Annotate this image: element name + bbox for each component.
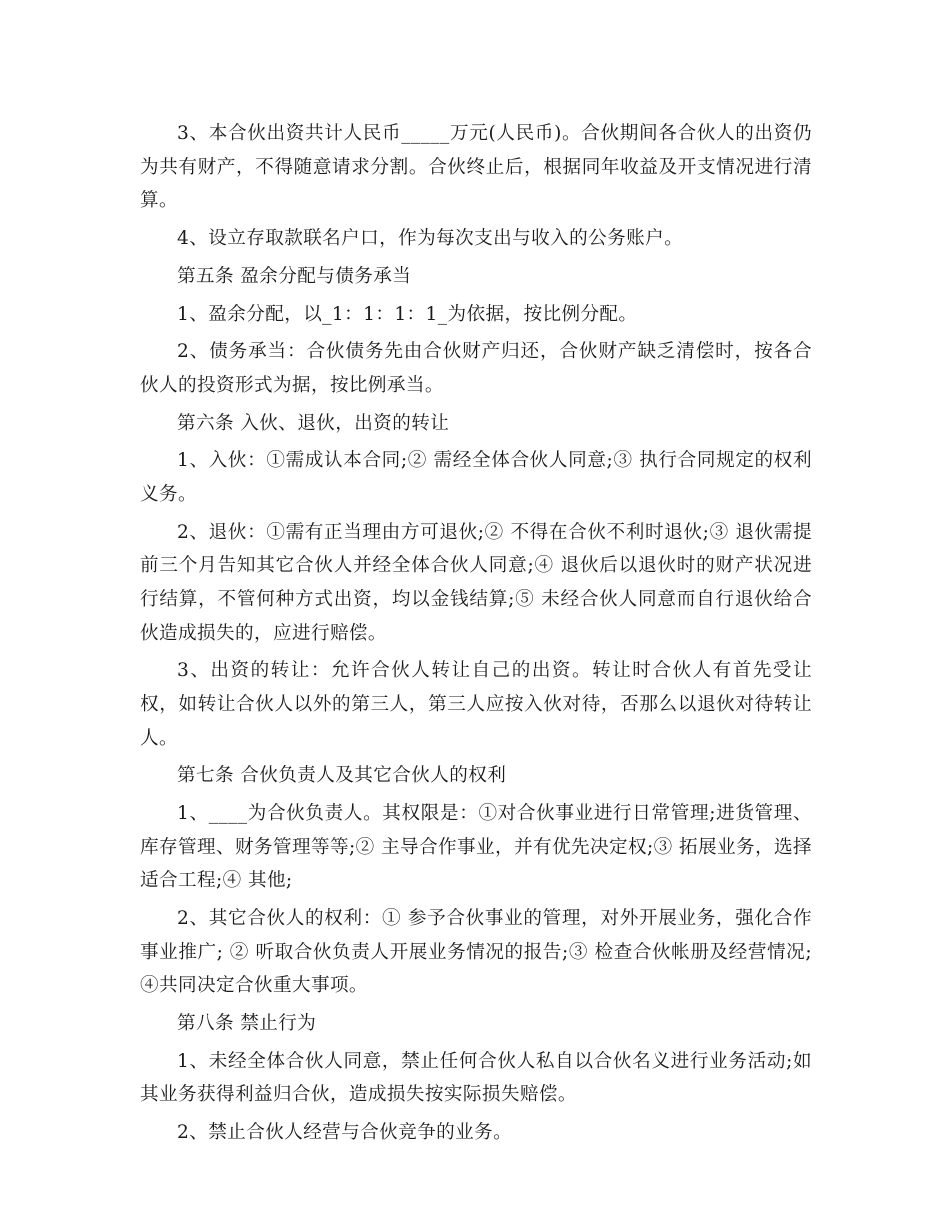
document-body [140,117,812,1154]
article-8-heading: 第八条 禁止行为 [177,1013,317,1035]
paragraph-responsible-partner: 1、____为合伙负责人。其权限是：①对合伙事业进行日常管理;进货管理、库存管理、财务管理等等;② 主导合作事业，并有优先决定权;③ 拓展业务，选择适合工程;④ 其他; [140,803,812,892]
paragraph-prohibited-competition: 2、禁止合伙人经营与合伙竞争的业务。 [177,1122,513,1144]
paragraph-other-partner-rights: 2、其它合伙人的权利：① 参予合伙事业的管理，对外开展业务，强化合作事业推广; ② 听取合伙负责人开展业务情况的报告;③ 检查合伙帐册及经营情况;④共同决定合伙重大事项。 [140,908,812,997]
paragraph-capital-contribution: 3、本合伙出资共计人民币_____万元(人民币)。合伙期间各合伙人的出资仍为共有财产，不得随意请求分割。合伙终止后，根据同年收益及开支情况进行清算。 [140,123,812,212]
article-7-heading: 第七条 合伙负责人及其它合伙人的权利 [177,765,507,787]
article-5-heading: 第五条 盈余分配与债务承当 [177,265,412,287]
paragraph-debt-bearing: 2、债务承当：合伙债务先由合伙财产归还，合伙财产缺乏清偿时，按各合伙人的投资形式为据，按比例承当。 [140,341,812,396]
paragraph-withdrawal: 2、退伙：①需有正当理由方可退伙;② 不得在合伙不利时退伙;③ 退伙需提前三个月告知其它合伙人并经全体合伙人同意;④ 退伙后以退伙时的财产状况进行结算，不管何种方式出资，均以金钱结算;⑤ 未经合伙人同意而自行退伙给合伙造成损失的，应进行赔偿。 [140,521,812,644]
article-6-heading: 第六条 入伙、退伙，出资的转让 [177,412,450,434]
paragraph-profit-distribution: 1、盈余分配，以_1：1：1：1_为依据，按比例分配。 [177,303,638,325]
paragraph-joining: 1、入伙：①需成认本合同;② 需经全体合伙人同意;③ 执行合同规定的权利义务。 [140,450,812,506]
paragraph-contribution-transfer: 3、出资的转让：允许合伙人转让自己的出资。转让时合伙人有首先受让权，如转让合伙人以外的第三人，第三人应按入伙对待，否那么以退伙对待转让人。 [140,660,812,749]
paragraph-joint-account: 4、设立存取款联名户口，作为每次支出与收入的公务账户。 [177,227,684,249]
paragraph-prohibited-private-business: 1、未经全体合伙人同意，禁止任何合伙人私自以合伙名义进行业务活动;如其业务获得利益归合伙，造成损失按实际损失赔偿。 [140,1050,812,1106]
